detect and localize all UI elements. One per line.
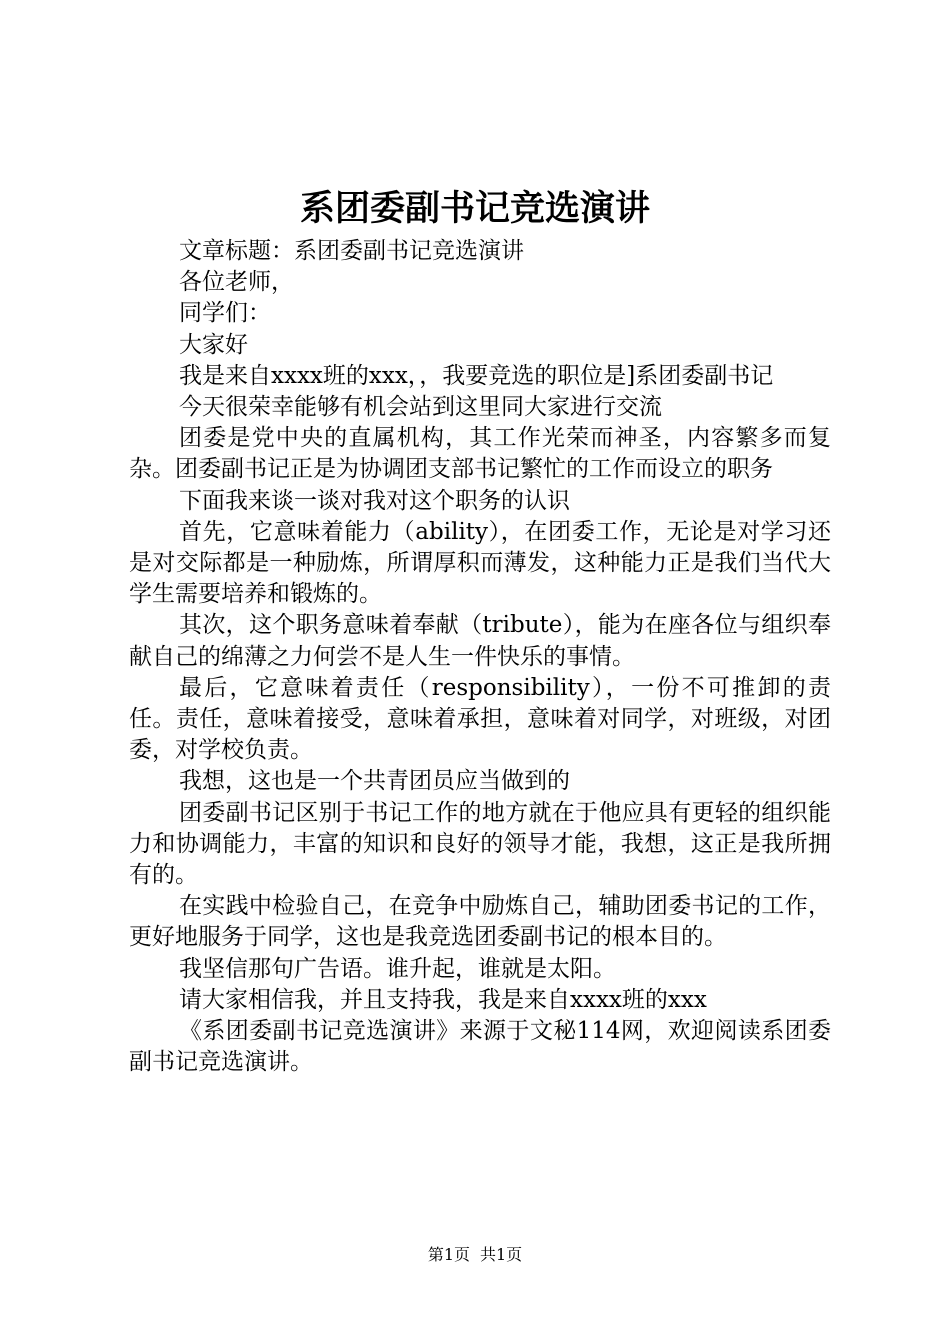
- paragraph-ability: 首先，它意味着能力（ability），在团委工作，无论是对学习还是对交际都是一种励炼，所谓厚积而薄发，这种能力正是我们当代大学生需要培养和锻炼的。: [129, 518, 831, 608]
- paragraph-responsibility: 最后，它意味着责任（responsibility），一份不可推卸的责任。责任，意味着接受，意味着承担，意味着对同学，对班级，对团委，对学校负责。: [129, 674, 831, 764]
- paragraph-introduction: 我是来自xxxx班的xxx，，我要竞选的职位是]系团委副书记: [179, 362, 774, 389]
- paragraph-greeting-students: 同学们：: [179, 300, 271, 327]
- page-footer: [0, 1244, 950, 1266]
- document-title: 系团委副书记竞选演讲: [299, 188, 650, 229]
- paragraph-support: 请大家相信我，并且支持我，我是来自xxxx班的xxx: [179, 986, 707, 1013]
- document-body: [129, 236, 831, 1078]
- page-total: 共1页: [480, 1245, 523, 1264]
- paragraph-understanding: 下面我来谈一谈对我对这个职务的认识: [179, 487, 570, 514]
- paragraph-source: 《系团委副书记竞选演讲》来源于文秘114网，欢迎阅读系团委副书记竞选演讲。: [129, 1018, 831, 1076]
- paragraph-article-title: 文章标题：系团委副书记竞选演讲: [179, 238, 524, 264]
- paragraph-tribute: 其次，这个职务意味着奉献（tribute），能为在座各位与组织奉献自己的绵薄之力何尝不是人生一件快乐的事情。: [129, 612, 831, 670]
- paragraph-purpose: 在实践中检验自己，在竞争中励炼自己，辅助团委书记的工作，更好地服务于同学，这也是我竞选团委副书记的根本目的。: [129, 893, 831, 951]
- paragraph-hello: 大家好: [179, 331, 248, 358]
- paragraph-slogan: 我坚信那句广告语。谁升起，谁就是太阳。: [179, 955, 616, 982]
- paragraph-abilities: 团委副书记区别于书记工作的地方就在于他应具有更轻的组织能力和协调能力，丰富的知识和良好的领导才能，我想，这正是我所拥有的。: [129, 799, 831, 889]
- paragraph-honor: 今天很荣幸能够有机会站到这里同大家进行交流: [179, 394, 662, 421]
- paragraph-league-role: 团委是党中央的直属机构，其工作光荣而神圣，内容繁多而复杂。团委副书记正是为协调团支部书记繁忙的工作而设立的职务: [129, 425, 831, 483]
- paragraph-member-duty: 我想，这也是一个共青团员应当做到的: [179, 768, 570, 795]
- paragraph-greeting-teachers: 各位老师，: [179, 269, 294, 296]
- page-number: 第1页: [427, 1245, 470, 1264]
